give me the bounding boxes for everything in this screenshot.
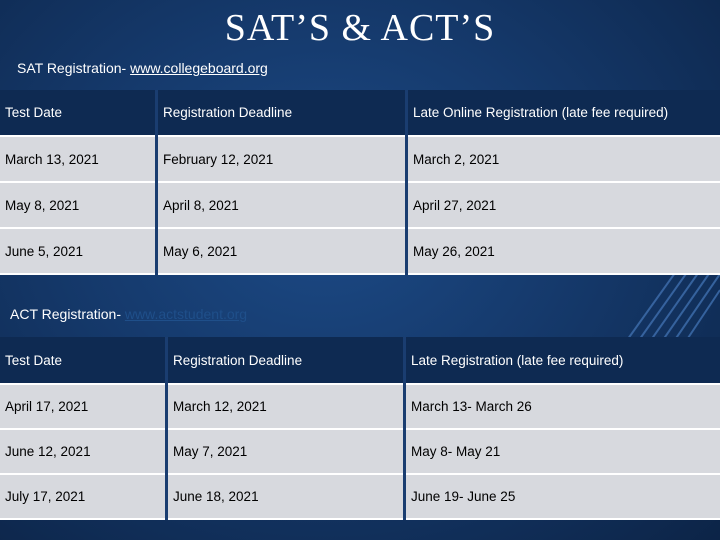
- test-date-cell: April 17, 2021: [0, 384, 167, 429]
- header-test-date: Test Date: [0, 90, 157, 136]
- late-deadline-cell: May 8- May 21: [405, 429, 720, 474]
- deadline-cell: June 18, 2021: [167, 474, 405, 519]
- sat-dates-table: [0, 90, 720, 275]
- act-registration-text: ACT Registration-: [10, 306, 125, 322]
- late-deadline-cell: April 27, 2021: [407, 182, 720, 228]
- test-date-cell: June 12, 2021: [0, 429, 167, 474]
- late-deadline-cell: May 26, 2021: [407, 228, 720, 274]
- table-row: [0, 182, 720, 228]
- actstudent-link[interactable]: www.actstudent.org: [124, 306, 248, 322]
- late-deadline-cell: March 13- March 26: [405, 384, 720, 429]
- deadline-cell: April 8, 2021: [157, 182, 407, 228]
- header-test-date: Test Date: [0, 337, 167, 384]
- collegeboard-link[interactable]: www.collegeboard.org: [130, 60, 268, 76]
- header-registration-deadline: Registration Deadline: [167, 337, 405, 384]
- test-date-cell: June 5, 2021: [0, 228, 157, 274]
- act-registration-label: [10, 306, 247, 322]
- header-registration-deadline: Registration Deadline: [157, 90, 407, 136]
- table-row: [0, 429, 720, 474]
- deadline-cell: March 12, 2021: [167, 384, 405, 429]
- sat-registration-text: SAT Registration-: [17, 60, 131, 76]
- table-row: [0, 384, 720, 429]
- table-header-row: [0, 90, 720, 136]
- header-late-registration: Late Registration (late fee required): [405, 337, 720, 384]
- deadline-cell: May 6, 2021: [157, 228, 407, 274]
- sat-registration-label: [17, 60, 268, 76]
- deadline-cell: February 12, 2021: [157, 136, 407, 182]
- test-date-cell: July 17, 2021: [0, 474, 167, 519]
- act-dates-table: [0, 337, 720, 520]
- test-date-cell: March 13, 2021: [0, 136, 157, 182]
- page-title: SAT’S & ACT’S: [224, 7, 496, 49]
- late-deadline-cell: June 19- June 25: [405, 474, 720, 519]
- table-row: [0, 228, 720, 274]
- table-row: [0, 474, 720, 519]
- header-late-registration: Late Online Registration (late fee required): [407, 90, 720, 136]
- table-header-row: [0, 337, 720, 384]
- table-row: [0, 136, 720, 182]
- deadline-cell: May 7, 2021: [167, 429, 405, 474]
- test-date-cell: May 8, 2021: [0, 182, 157, 228]
- late-deadline-cell: March 2, 2021: [407, 136, 720, 182]
